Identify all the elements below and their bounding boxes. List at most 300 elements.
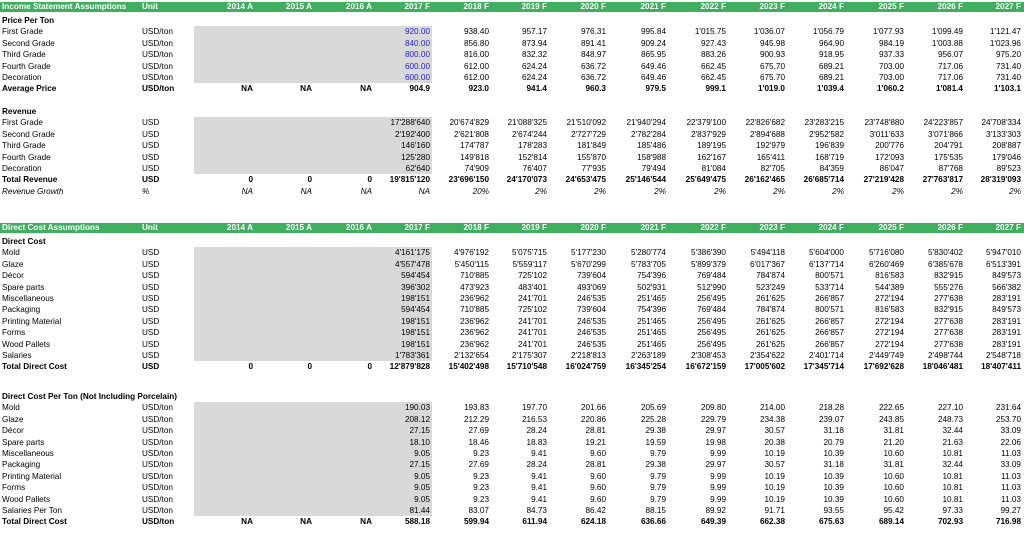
value-cell: 218.28 <box>818 403 844 413</box>
table-row <box>0 117 1024 128</box>
value-cell: 689.21 <box>818 73 844 82</box>
value-cell: 717.06 <box>937 61 963 71</box>
value-cell: 222.65 <box>878 403 904 413</box>
value-cell: 198'151 <box>401 328 430 338</box>
value-cell: 10.81 <box>942 483 963 493</box>
value-cell: 172'093 <box>875 152 904 162</box>
value-cell: 246'535 <box>577 316 606 326</box>
value-cell: 710'885 <box>460 305 489 315</box>
value-cell: 25'146'544 <box>625 175 666 185</box>
value-cell: 283'191 <box>992 316 1021 326</box>
value-cell: 22.06 <box>1000 437 1021 447</box>
table-row <box>0 516 1024 527</box>
value-cell: 555'276 <box>934 282 963 292</box>
value-cell: 29.97 <box>705 460 726 470</box>
row-label: Packaging <box>2 305 41 315</box>
table-row <box>0 361 1024 372</box>
table-row <box>0 293 1024 304</box>
value-cell: 9.99 <box>710 483 726 493</box>
value-cell: 2'674'244 <box>511 129 547 139</box>
value-cell: 29.38 <box>645 426 666 436</box>
value-cell: 23'748'880 <box>864 118 904 128</box>
value-cell: 243.85 <box>878 414 904 424</box>
value-cell: 189'195 <box>697 141 726 151</box>
group-title: Direct Cost Per Ton (Not Including Porcelain) <box>2 392 177 401</box>
value-cell: 239.07 <box>818 414 844 424</box>
value-cell: 904.9 <box>409 84 430 94</box>
value-cell: 192'979 <box>756 141 785 151</box>
value-cell: 18.46 <box>468 437 489 447</box>
row-label: First Grade <box>2 27 43 37</box>
value-cell: 10.19 <box>764 483 785 493</box>
value-cell: 16'024'759 <box>565 362 606 372</box>
value-cell: 87'768 <box>938 164 963 173</box>
table-row <box>0 270 1024 281</box>
unit-column-header: Unit <box>142 2 158 11</box>
value-cell: 769'484 <box>697 305 726 315</box>
value-cell: 21'940'294 <box>626 118 666 128</box>
row-label: Packaging <box>2 460 41 470</box>
value-cell: 9.05 <box>414 494 430 504</box>
value-cell: 849'573 <box>992 271 1021 281</box>
value-cell: 256'495 <box>697 316 726 326</box>
value-cell: 21.63 <box>942 437 963 447</box>
group-title: Price Per Ton <box>2 16 55 25</box>
value-cell: 5'670'299 <box>570 259 606 269</box>
value-cell: 9.23 <box>473 483 489 493</box>
value-cell: 2'449'749 <box>868 351 904 360</box>
value-cell: 2% <box>773 186 785 196</box>
row-unit: USD <box>142 141 160 151</box>
row-label: Salaries Per Ton <box>2 506 62 515</box>
row-unit: USD/ton <box>142 449 173 458</box>
year-column-header: 2015 A <box>285 2 312 11</box>
value-cell: 18.10 <box>409 437 430 447</box>
row-label: Total Direct Cost <box>2 362 67 372</box>
value-cell: 957.17 <box>521 27 547 37</box>
table-row <box>0 26 1024 37</box>
value-cell: 649.39 <box>700 517 726 527</box>
group-title-row <box>0 236 1024 247</box>
value-cell: 93.55 <box>823 506 844 515</box>
value-cell: 9.79 <box>650 494 666 504</box>
value-cell: 193.83 <box>463 403 489 413</box>
value-cell: 208'887 <box>992 141 1021 151</box>
value-cell: 612.00 <box>463 73 489 82</box>
value-cell: 236'962 <box>460 328 489 338</box>
value-cell: 2'218'813 <box>570 351 606 360</box>
value-cell: 9.41 <box>531 471 547 481</box>
value-cell: 849'573 <box>992 305 1021 315</box>
year-column-header: 2023 F <box>759 2 785 11</box>
value-cell: 784'874 <box>756 305 785 315</box>
table-row <box>0 402 1024 413</box>
row-unit: USD/ton <box>142 38 173 48</box>
value-cell: 88.15 <box>645 506 666 515</box>
value-cell: 649.46 <box>640 73 666 82</box>
row-label: Second Grade <box>2 129 55 139</box>
value-cell: 6'260'469 <box>868 259 904 269</box>
table-row <box>0 152 1024 163</box>
value-cell: 9.05 <box>414 449 430 458</box>
value-cell: 29.38 <box>645 460 666 470</box>
value-cell: 10.19 <box>764 471 785 481</box>
value-cell: 220.86 <box>580 414 606 424</box>
value-cell: 483'401 <box>518 282 547 292</box>
value-cell: 77'935 <box>581 164 606 173</box>
value-cell: 95.42 <box>883 506 904 515</box>
value-cell: 196'839 <box>815 141 844 151</box>
value-cell: 675.70 <box>759 61 785 71</box>
value-cell: 10.60 <box>883 449 904 458</box>
value-cell: 739'604 <box>577 305 606 315</box>
value-cell: 2'498'744 <box>927 351 963 360</box>
value-cell: 927.43 <box>700 38 726 48</box>
value-cell: 10.81 <box>942 494 963 504</box>
table-row <box>0 437 1024 448</box>
table-row <box>0 327 1024 338</box>
value-cell: 266'857 <box>815 294 844 303</box>
year-column-header: 2027 F <box>995 2 1021 11</box>
row-unit: USD <box>142 129 160 139</box>
value-cell: 19'815'120 <box>389 175 430 185</box>
value-cell: 272'194 <box>875 294 904 303</box>
value-cell: 99.27 <box>1000 506 1021 515</box>
year-column-header: 2014 A <box>226 2 253 11</box>
value-cell: NA <box>418 186 430 196</box>
value-cell: 234.38 <box>759 414 785 424</box>
value-cell: 18'407'411 <box>981 362 1021 372</box>
value-cell: 9.23 <box>473 494 489 504</box>
value-cell: 1'003.88 <box>931 38 963 48</box>
value-cell: 246'535 <box>577 339 606 349</box>
value-cell: 28.81 <box>585 426 606 436</box>
value-cell: 964.90 <box>818 38 844 48</box>
value-cell: 0 <box>367 175 372 185</box>
value-cell: 636.66 <box>640 517 666 527</box>
year-column-header: 2016 A <box>345 223 372 232</box>
table-row <box>0 471 1024 482</box>
value-cell: 909.24 <box>640 38 666 48</box>
value-cell: 283'191 <box>992 339 1021 349</box>
value-cell: 2% <box>951 186 963 196</box>
value-cell: 18'046'481 <box>922 362 963 372</box>
value-cell: 891.41 <box>580 38 606 48</box>
value-cell: 624.18 <box>580 517 606 527</box>
value-cell: NA <box>360 84 372 94</box>
value-cell: 10.81 <box>942 471 963 481</box>
row-unit: USD <box>142 362 160 372</box>
row-label: Fourth Grade <box>2 152 51 162</box>
row-unit: USD/ton <box>142 494 173 504</box>
value-cell: 20'674'829 <box>449 118 489 128</box>
year-column-header: 2018 F <box>463 223 489 232</box>
row-label: Decoration <box>2 73 42 82</box>
year-column-header: 2017 F <box>404 2 430 11</box>
value-cell: 277'638 <box>934 316 963 326</box>
year-column-header: 2020 F <box>580 223 606 232</box>
table-row <box>0 494 1024 505</box>
value-cell: 28'319'093 <box>980 175 1021 185</box>
value-cell: 1'015.75 <box>694 27 726 37</box>
year-column-header: 2015 A <box>285 223 312 232</box>
value-cell: 979.5 <box>645 84 666 94</box>
row-unit: USD/ton <box>142 50 173 60</box>
value-cell: 179'046 <box>992 152 1021 162</box>
value-cell: 277'638 <box>934 294 963 303</box>
value-cell: 241'701 <box>518 339 547 349</box>
value-cell: 5'604'000 <box>808 248 844 258</box>
value-cell: 1'019.0 <box>758 84 785 94</box>
input-cell[interactable]: 800.00 <box>404 50 430 60</box>
value-cell: 5'716'080 <box>868 248 904 258</box>
row-label: Average Price <box>2 84 57 94</box>
year-column-header: 2024 F <box>818 223 844 232</box>
year-column-header: 2022 F <box>700 2 726 11</box>
value-cell: 1'056.79 <box>812 27 844 37</box>
value-cell: 236'962 <box>460 316 489 326</box>
year-column-header: 2025 F <box>878 2 904 11</box>
group-title: Revenue <box>2 107 37 116</box>
table-row <box>0 174 1024 185</box>
value-cell: 816'583 <box>875 305 904 315</box>
value-cell: 918.95 <box>818 50 844 60</box>
row-unit: USD <box>142 152 160 162</box>
value-cell: 937.33 <box>878 50 904 60</box>
value-cell: 2'952'582 <box>808 129 844 139</box>
value-cell: 3'133'303 <box>985 129 1021 139</box>
value-cell: 2% <box>594 186 606 196</box>
value-cell: 832'915 <box>934 305 963 315</box>
value-cell: 9.41 <box>531 483 547 493</box>
value-cell: 4'976'192 <box>453 248 489 258</box>
value-cell: 800'571 <box>815 305 844 315</box>
row-label: Décor <box>2 271 24 281</box>
row-unit: USD/ton <box>142 414 173 424</box>
value-cell: 198'151 <box>401 294 430 303</box>
year-column-header: 2020 F <box>580 2 606 11</box>
value-cell: 246'535 <box>577 294 606 303</box>
value-cell: 21'088'325 <box>507 118 547 128</box>
row-unit: USD/ton <box>142 506 173 515</box>
value-cell: 4'161'175 <box>394 248 430 258</box>
value-cell: 816'583 <box>875 271 904 281</box>
value-cell: NA <box>300 186 312 196</box>
value-cell: 168'719 <box>815 152 844 162</box>
value-cell: 185'486 <box>637 141 666 151</box>
value-cell: 9.60 <box>590 471 606 481</box>
value-cell: 10.60 <box>883 471 904 481</box>
value-cell: 10.19 <box>764 449 785 458</box>
value-cell: NA <box>300 517 312 527</box>
value-cell: 5'177'230 <box>570 248 606 258</box>
table-row <box>0 505 1024 516</box>
value-cell: 0 <box>248 175 253 185</box>
value-cell: 739'604 <box>577 271 606 281</box>
value-cell: 703.00 <box>878 61 904 71</box>
value-cell: 216.53 <box>521 414 547 424</box>
value-cell: NA <box>300 84 312 94</box>
input-cell[interactable]: 600.00 <box>404 61 430 71</box>
row-unit: USD <box>142 328 160 338</box>
row-label: Salaries <box>2 351 32 360</box>
value-cell: 599.94 <box>463 517 489 527</box>
year-column-header: 2019 F <box>521 2 547 11</box>
value-cell: 0 <box>248 362 253 372</box>
value-cell: 283'191 <box>992 328 1021 338</box>
value-cell: 31.18 <box>823 460 844 470</box>
row-label: Wood Pallets <box>2 494 51 504</box>
value-cell: 1'103.1 <box>994 84 1021 94</box>
value-cell: 945.98 <box>759 38 785 48</box>
value-cell: 1'060.2 <box>877 84 904 94</box>
value-cell: 5'899'379 <box>690 259 726 269</box>
value-cell: 2'175'307 <box>511 351 547 360</box>
value-cell: 15'402'498 <box>448 362 489 372</box>
value-cell: 22'826'682 <box>745 118 785 128</box>
value-cell: 256'495 <box>697 328 726 338</box>
value-cell: 1'036.07 <box>753 27 785 37</box>
value-cell: 2'782'284 <box>630 129 666 139</box>
value-cell: 19.98 <box>705 437 726 447</box>
value-cell: 2% <box>1009 186 1021 196</box>
value-cell: 662.45 <box>700 61 726 71</box>
row-label: Glaze <box>2 259 24 269</box>
value-cell: 5'783'705 <box>630 259 666 269</box>
row-label: Glaze <box>2 414 24 424</box>
value-cell: 25'649'475 <box>685 175 726 185</box>
table-row <box>0 129 1024 140</box>
value-cell: 2'192'400 <box>394 129 430 139</box>
value-cell: 2'132'654 <box>453 351 489 360</box>
value-cell: 27'763'817 <box>922 175 963 185</box>
value-cell: 158'988 <box>637 152 666 162</box>
value-cell: 84'359 <box>819 164 844 173</box>
table-row <box>0 316 1024 327</box>
value-cell: 2% <box>892 186 904 196</box>
input-cell[interactable]: 920.00 <box>404 27 430 37</box>
table-row <box>0 339 1024 350</box>
value-cell: 76'407 <box>522 164 547 173</box>
value-cell: 97.33 <box>942 506 963 515</box>
value-cell: 272'194 <box>875 339 904 349</box>
value-cell: 27.69 <box>468 460 489 470</box>
value-cell: 9.60 <box>590 494 606 504</box>
value-cell: 662.45 <box>700 73 726 82</box>
section-header-row <box>0 2 1024 12</box>
value-cell: 2% <box>714 186 726 196</box>
table-row <box>0 61 1024 72</box>
value-cell: 725'102 <box>518 271 547 281</box>
value-cell: 2'894'688 <box>749 129 785 139</box>
value-cell: 9.23 <box>473 471 489 481</box>
value-cell: 976.31 <box>580 27 606 37</box>
value-cell: 611.94 <box>522 517 547 527</box>
value-cell: 86'047 <box>879 164 904 173</box>
year-column-header: 2022 F <box>700 223 726 232</box>
year-column-header: 2024 F <box>818 2 844 11</box>
value-cell: 18.83 <box>526 437 547 447</box>
value-cell: 231.64 <box>995 403 1021 413</box>
value-cell: 5'075'715 <box>511 248 547 258</box>
value-cell: 848.97 <box>580 50 606 60</box>
value-cell: 20.79 <box>823 437 844 447</box>
value-cell: 675.70 <box>759 73 785 82</box>
value-cell: 689.14 <box>878 517 904 527</box>
row-unit: USD <box>142 351 160 360</box>
value-cell: 523'249 <box>756 282 785 292</box>
value-cell: 2'548'718 <box>985 351 1021 360</box>
value-cell: 79'494 <box>641 164 666 173</box>
value-cell: 2'401'714 <box>808 351 844 360</box>
row-label: Printing Material <box>2 316 62 326</box>
value-cell: 16'345'254 <box>625 362 666 372</box>
value-cell: 3'011'633 <box>869 129 904 139</box>
value-cell: 566'382 <box>992 282 1021 292</box>
value-cell: 62'640 <box>405 164 430 173</box>
input-cell[interactable]: 840.00 <box>404 38 430 48</box>
row-label: Third Grade <box>2 50 46 60</box>
value-cell: 190.03 <box>404 403 430 413</box>
value-cell: 24'170'073 <box>506 175 547 185</box>
value-cell: 19.21 <box>585 437 606 447</box>
row-unit: USD/ton <box>142 483 173 493</box>
value-cell: 533'714 <box>815 282 844 292</box>
year-column-header: 2021 F <box>640 223 666 232</box>
value-cell: 396'302 <box>401 282 430 292</box>
row-unit: USD <box>142 282 160 292</box>
section-header-title: Income Statement Assumptions <box>2 2 127 11</box>
row-label: Revenue Growth <box>2 186 64 196</box>
input-cell[interactable]: 600.00 <box>404 73 430 82</box>
value-cell: 662.38 <box>759 517 785 527</box>
value-cell: 2'354'622 <box>749 351 785 360</box>
value-cell: 283'191 <box>992 294 1021 303</box>
year-column-header: 2026 F <box>937 2 963 11</box>
value-cell: 624.24 <box>521 61 547 71</box>
value-cell: 241'701 <box>518 328 547 338</box>
value-cell: 10.39 <box>823 494 844 504</box>
row-unit: USD <box>142 175 160 185</box>
row-unit: USD <box>142 316 160 326</box>
value-cell: 84.73 <box>526 506 547 515</box>
value-cell: 33.09 <box>1000 460 1021 470</box>
value-cell: 21'510'092 <box>566 118 606 128</box>
value-cell: 89'523 <box>996 164 1021 173</box>
value-cell: 204'791 <box>934 141 963 151</box>
value-cell: 198'151 <box>401 316 430 326</box>
value-cell: 197.70 <box>521 403 547 413</box>
row-unit: USD/ton <box>142 426 173 436</box>
value-cell: 9.23 <box>473 449 489 458</box>
value-cell: 91.71 <box>764 506 785 515</box>
row-label: First Grade <box>2 118 43 128</box>
value-cell: 675.63 <box>818 517 844 527</box>
value-cell: 261'625 <box>756 339 785 349</box>
value-cell: 261'625 <box>756 328 785 338</box>
value-cell: 588.18 <box>404 517 430 527</box>
value-cell: 873.94 <box>521 38 547 48</box>
row-unit: USD/ton <box>142 403 173 413</box>
value-cell: 999.1 <box>705 84 726 94</box>
value-cell: 754'396 <box>637 305 666 315</box>
value-cell: 256'495 <box>697 339 726 349</box>
value-cell: 2'837'929 <box>690 129 726 139</box>
value-cell: 17'692'628 <box>863 362 904 372</box>
year-column-header: 2027 F <box>995 223 1021 232</box>
row-unit: USD <box>142 259 160 269</box>
value-cell: 266'857 <box>815 339 844 349</box>
